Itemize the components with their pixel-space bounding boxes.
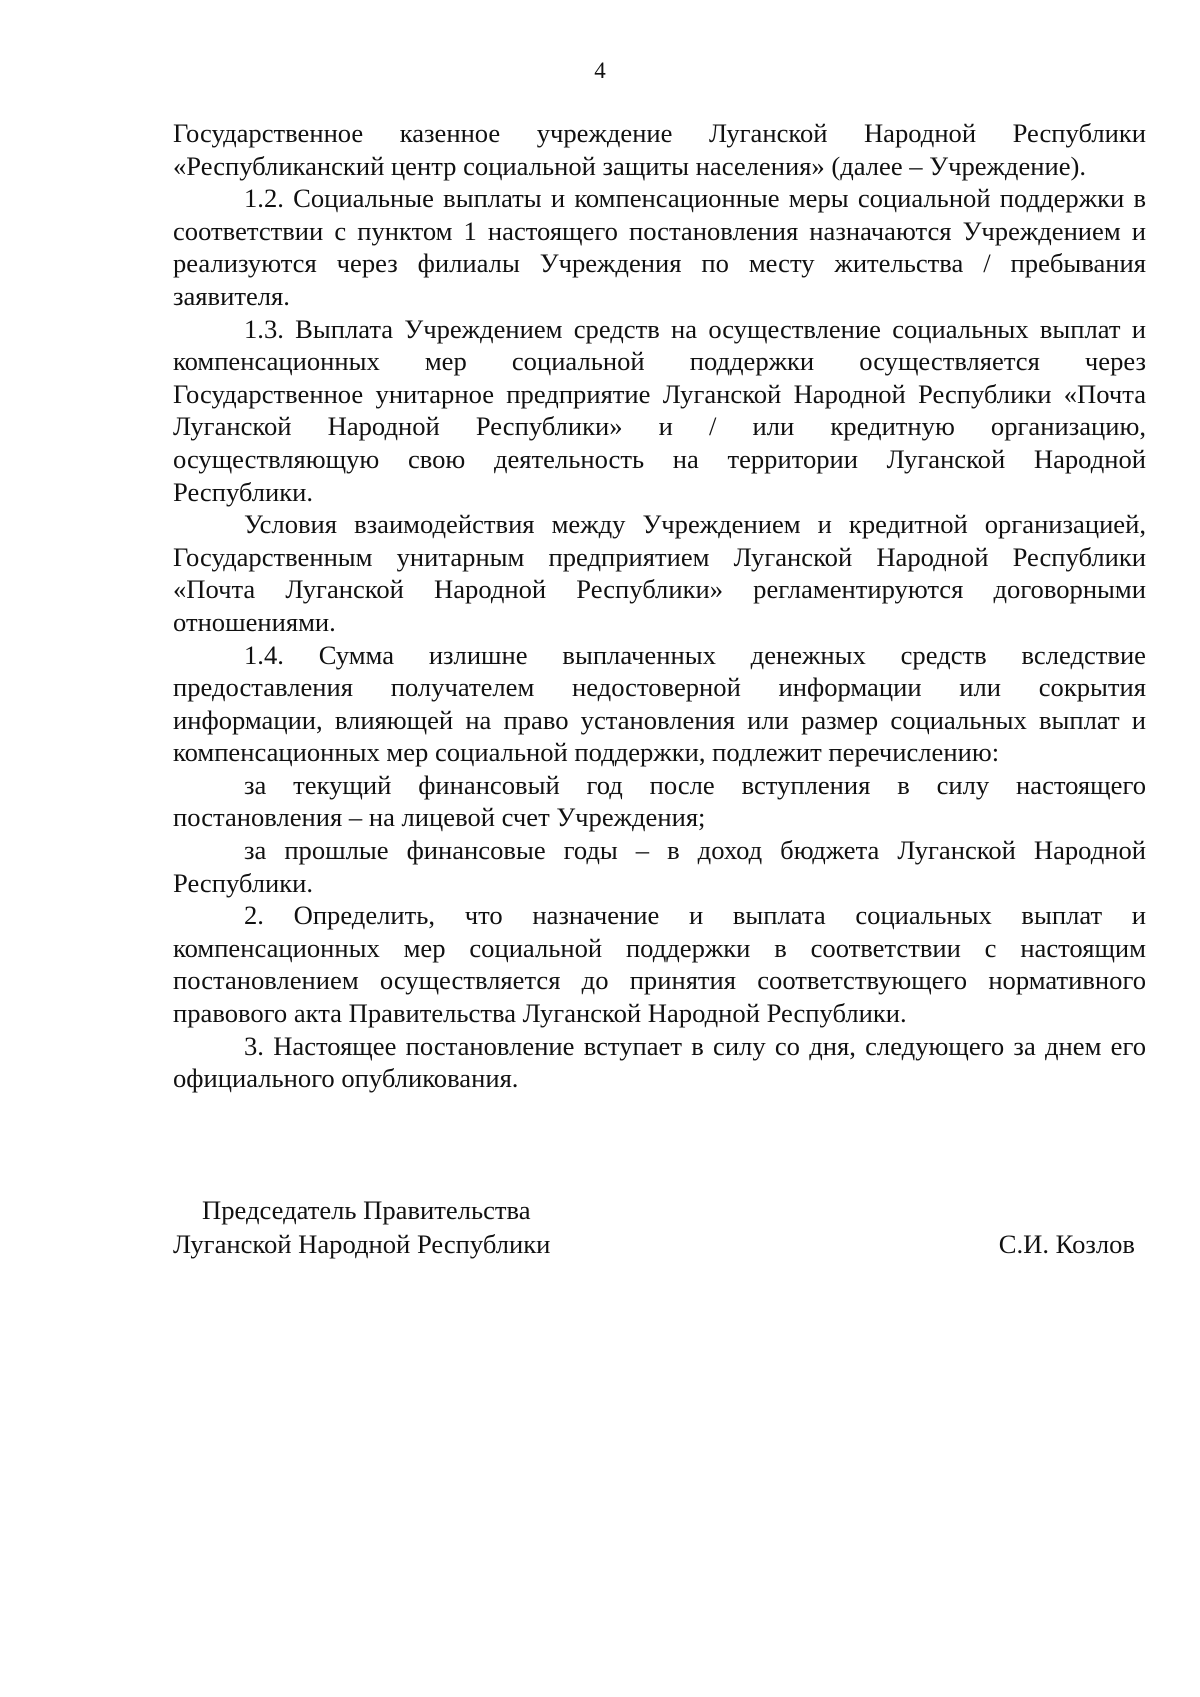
signature-block [173,1193,1146,1261]
document-body [173,117,1146,1095]
paragraph-3: 3. Настоящее постановление вступает в силу со дня, следующего за днем его официального опубликования. [173,1030,1146,1094]
paragraph-current-year: за текущий финансовый год после вступления в силу настоящего постановления – на лицевой счет Учреждения; [173,769,1146,833]
paragraph-interaction-terms: Условия взаимодействия между Учреждением и кредитной организацией, Государственным унитарным предприятием Луганской Народной Республики «Почта Луганской Народной Республики» регламентируются договорными отношениями. [173,509,1146,637]
paragraph-past-years: за прошлые финансовые годы – в доход бюджета Луганской Народной Республики. [173,835,1146,898]
paragraph-1-4: 1.4. Сумма излишне выплаченных денежных средств вследствие предоставления получателем недостоверной информации или сокрытия информации, влияющей на право установления или размер социальных выплат и компенсационных мер социальной поддержки, подлежит перечислению: [173,639,1146,768]
paragraph-1-2: 1.2. Социальные выплаты и компенсационные меры социальной поддержки в соответствии с пунктом 1 настоящего постановления назначаются Учреждением и реализуются через филиалы Учреждения по месту жительства / пребывания заявителя. [173,183,1146,311]
signatory-position-line-1: Председатель Правительства [202,1195,531,1225]
signatory-position-line-2: Луганской Народной Республики [173,1229,551,1259]
signature-row [173,1227,1146,1261]
paragraph-institution-continuation: Государственное казенное учреждение Луганской Народной Республики «Республиканский центр социальной защиты населения» (далее – Учреждение). [173,118,1146,181]
signatory-name: С.И. Козлов [998,1229,1135,1259]
page-number: 4 [594,58,606,83]
paragraph-1-3: 1.3. Выплата Учреждением средств на осуществление социальных выплат и компенсационных мер социальной поддержки осуществляется через Государственное унитарное предприятие Луганской Народной Республики «Почта Луганской Народной Республики» и / или кредитную организацию, осуществляющую свою деятельность на территории Луганской Народной Республики. [173,313,1146,507]
paragraph-2: 2. Определить, что назначение и выплата социальных выплат и компенсационных мер социальной поддержки в соответствии с настоящим постановлением осуществляется до принятия соответствующего нормативного правового акта Правительства Луганской Народной Республики. [173,900,1146,1029]
